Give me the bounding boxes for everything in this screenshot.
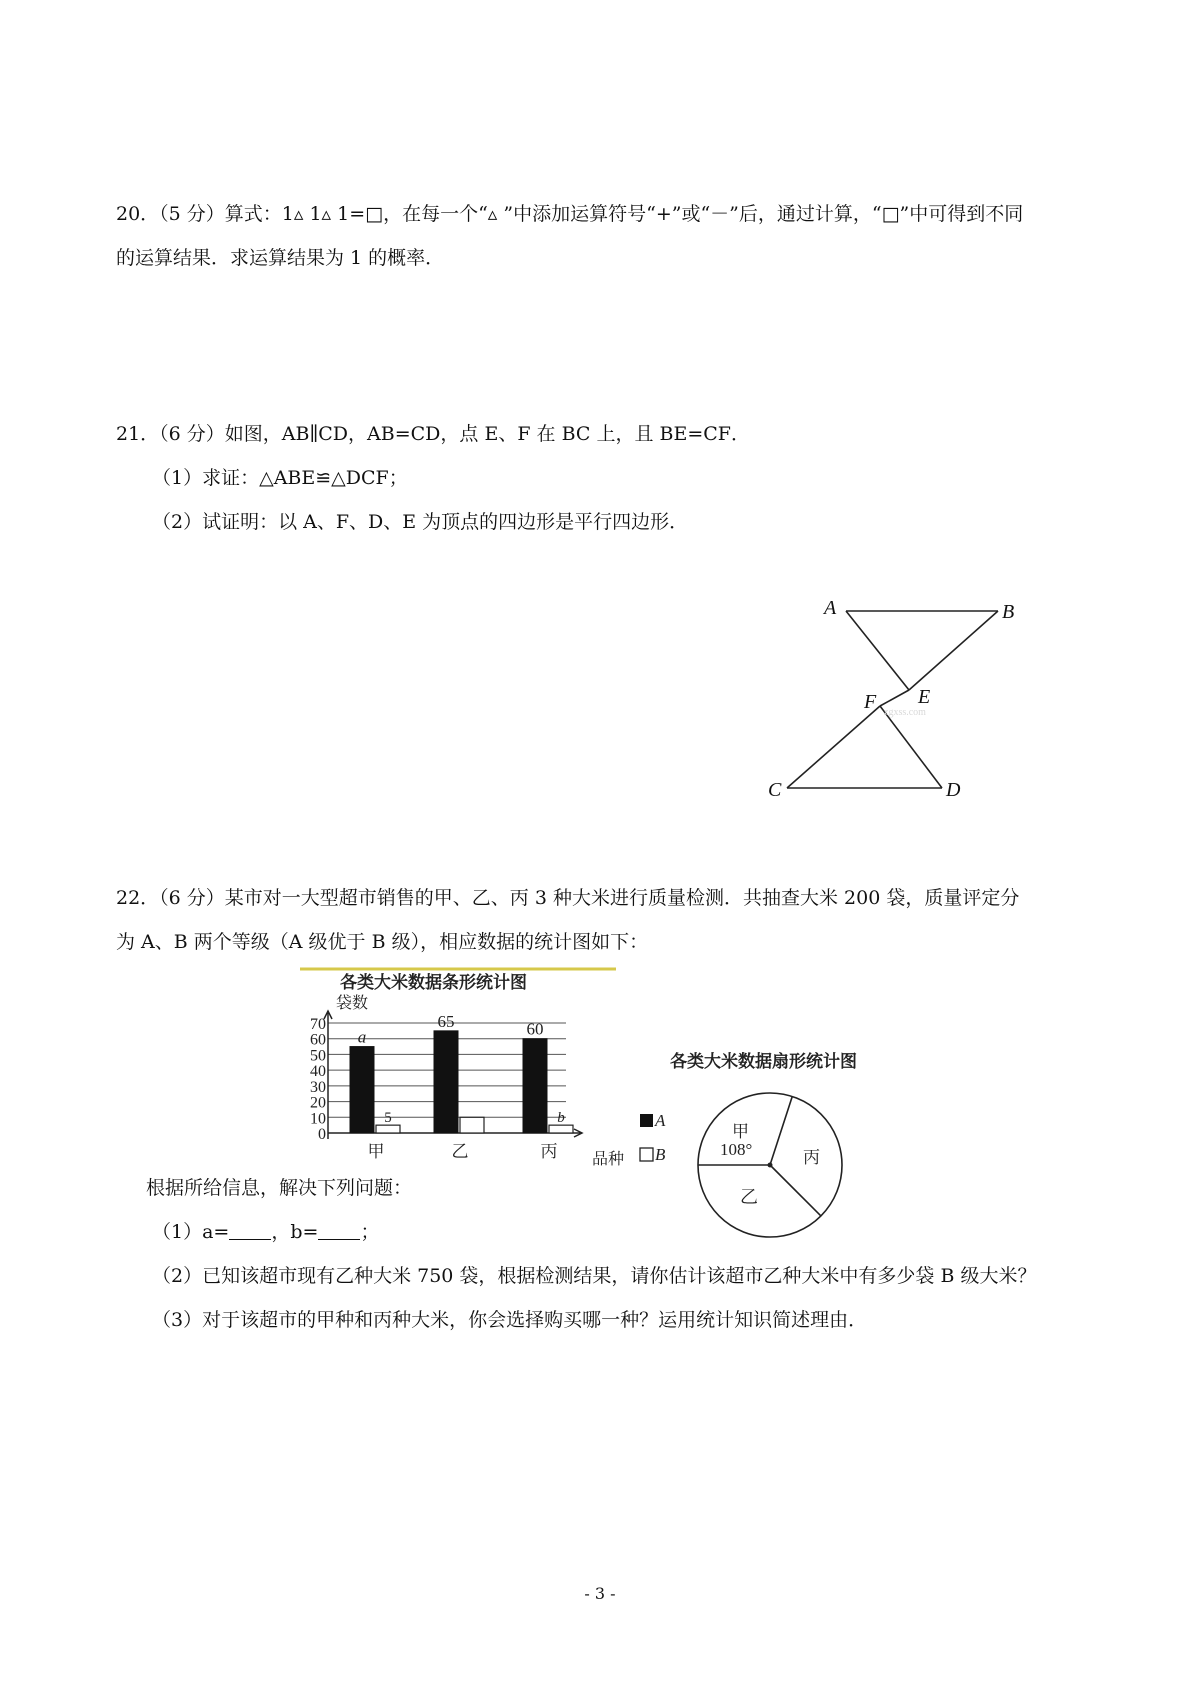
- q22-part-1: [152, 1219, 379, 1245]
- pie-label-jia: 甲: [732, 1122, 749, 1142]
- bar-chart-ylabel: 袋数: [336, 993, 369, 1012]
- pie-chart-title: 各类大米数据扇形统计图: [670, 1052, 857, 1072]
- bar-a-丙: [523, 1039, 547, 1133]
- y-tick-label: 30: [310, 1078, 326, 1096]
- pie-angle-label: 108°: [720, 1140, 753, 1159]
- q22-line-1: 22．（6 分）某市对一大型超市销售的甲、乙、丙 3 种大米进行质量检测．共抽查大米 200 袋，质量评定分: [116, 887, 1020, 909]
- q22-part-3: （3）对于该超市的甲种和丙种大米，你会选择购买哪一种？运用统计知识简述理由．: [152, 1309, 868, 1331]
- bar-b-丙: [549, 1125, 573, 1133]
- page-number: - 3 -: [584, 1584, 616, 1603]
- bar-b-label: 5: [384, 1110, 392, 1127]
- y-tick-label: 60: [310, 1031, 326, 1049]
- y-tick-label: 20: [310, 1094, 326, 1112]
- segment-fe: [880, 690, 909, 706]
- watermark: zgxss.com: [884, 707, 926, 718]
- q22-intro: 根据所给信息，解决下列问题：: [146, 1177, 413, 1199]
- label-d: D: [946, 779, 961, 801]
- answer-blank-b[interactable]: [318, 1221, 360, 1240]
- bar-b-乙: [460, 1117, 484, 1133]
- legend-a-swatch: [640, 1114, 653, 1127]
- legend-b-swatch: [640, 1148, 653, 1161]
- label-c: C: [768, 779, 782, 801]
- q21-geometry-figure: [760, 590, 1020, 810]
- label-e: E: [918, 686, 931, 708]
- bar-chart-xlabel: 品种: [592, 1149, 625, 1168]
- bar-a-label: 65: [437, 1011, 455, 1031]
- q20-line-2: 的运算结果．求运算结果为 1 的概率．: [116, 247, 445, 269]
- bar-a-label: a: [357, 1027, 367, 1047]
- q22-part-2: （2）已知该超市现有乙种大米 750 袋，根据检测结果，请你估计该超市乙种大米中有多少袋 B 级大米？: [152, 1265, 1037, 1287]
- q21-part-1: （1）求证：△ABE≌△DCF；: [152, 467, 408, 489]
- y-tick-label: 0: [318, 1126, 326, 1143]
- q22-p1-a-label: （1）a=: [152, 1221, 230, 1243]
- q22-p1-b-label: ，b=: [271, 1221, 319, 1243]
- pie-chart: [668, 1045, 918, 1250]
- label-b: B: [1002, 601, 1015, 623]
- y-tick-label: 10: [310, 1110, 326, 1128]
- y-tick-label: 40: [310, 1063, 326, 1081]
- answer-blank-a[interactable]: [229, 1221, 271, 1240]
- label-a: A: [824, 597, 837, 619]
- q22-line-2: 为 A、B 两个等级（A 级优于 B 级），相应数据的统计图如下：: [116, 931, 649, 953]
- segment-fd: [880, 706, 942, 788]
- bar-a-乙: [434, 1031, 458, 1133]
- category-label: 甲: [367, 1142, 385, 1161]
- q22-p1-end: ；: [360, 1221, 380, 1243]
- bar-chart: [298, 965, 625, 1170]
- q21-line-1: 21．（6 分）如图，AB∥CD，AB=CD，点 E、F 在 BC 上，且 BE=CF．: [116, 423, 750, 445]
- label-f: F: [864, 691, 877, 713]
- segment-be: [909, 611, 998, 690]
- segment-cf: [787, 706, 880, 788]
- bar-chart-title: 各类大米数据条形统计图: [340, 973, 527, 993]
- category-label: 乙: [451, 1142, 469, 1161]
- legend-a-label: A: [655, 1111, 666, 1130]
- bar-a-label: 60: [526, 1019, 544, 1039]
- q20-line-1: 20．（5 分）算式：1▵ 1▵ 1=□，在每一个“▵ ”中添加运算符号“+”或“－”后，通过计算，“□”中可得到不同: [116, 203, 1024, 225]
- pie-label-bing: 丙: [803, 1148, 820, 1168]
- bar-b-甲: [376, 1125, 400, 1133]
- bar-b-label: b: [557, 1110, 565, 1127]
- segment-ae: [846, 611, 909, 690]
- pie-label-yi: 乙: [740, 1187, 758, 1208]
- q21-part-2: （2）试证明：以 A、F、D、E 为顶点的四边形是平行四边形．: [152, 511, 689, 533]
- bar-a-甲: [350, 1047, 374, 1133]
- y-tick-label: 50: [310, 1047, 326, 1065]
- y-tick-label: 70: [310, 1016, 326, 1033]
- pie-center: [768, 1163, 773, 1168]
- legend-b-label: B: [655, 1145, 666, 1164]
- category-label: 丙: [540, 1142, 558, 1161]
